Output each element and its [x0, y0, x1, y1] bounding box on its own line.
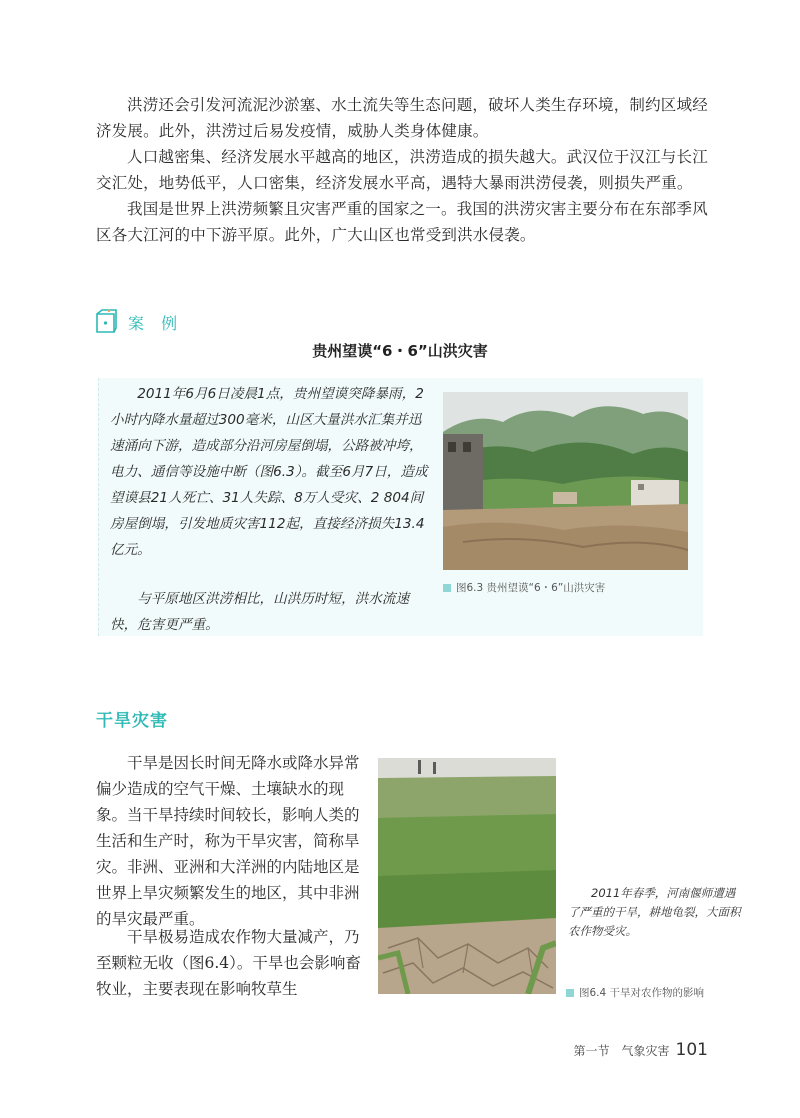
section-heading-drought: 干旱灾害: [96, 711, 168, 731]
case-title: 贵州望谟“6・6”山洪灾害: [312, 342, 488, 360]
case-text-1: 2011年6月6日凌晨1点，贵州望谟突降暴雨，2小时内降水量超过300毫米，山区大量洪水汇集并迅速涌向下游，造成部分沿河房屋倒塌，公路被冲垮，电力、通信等设施中断（图6.3）。截至6月7日，造成望谟县21人死亡、31人失踪、8万人受灾、2 804间房屋倒塌，引发地质灾害112起，直接经济损失13.4亿元。: [110, 386, 428, 558]
page-number: 101: [675, 1040, 708, 1060]
case-label: 案 例: [128, 313, 184, 333]
drought-photo: [378, 758, 556, 994]
flood-photo: [443, 392, 688, 570]
drought-side-caption: 2011年春季，河南偃师遭遇了严重的干旱，耕地龟裂，大面积农作物受灾。: [568, 886, 741, 938]
footer-section: 第一节 气象灾害: [573, 1044, 670, 1058]
figure-6-4-caption: [566, 985, 704, 1000]
case-header: [94, 306, 183, 338]
figure-6-4-caption-text: 图6.4 干旱对农作物的影响: [579, 987, 705, 999]
drought-paragraph-1: 干旱是因长时间无降水或降水异常偏少造成的空气干燥、土壤缺水的现象。当干旱持续时间较长，影响人类的生活和生产时，称为干旱灾害，简称旱灾。非洲、亚洲和大洋洲的内陆地区是世界上旱灾频繁发生的地区，其中非洲的旱灾最严重。: [96, 754, 360, 928]
drought-paragraph-2: 干旱极易造成农作物大量减产，乃至颗粒无收（图6.4）。干旱也会影响畜牧业，主要表现在影响牧草生: [96, 928, 361, 998]
case-book-icon: [94, 308, 120, 336]
intro-paragraph-1: 洪涝还会引发河流泥沙淤塞、水土流失等生态问题，破坏人类生存环境，制约区域经济发展。此外，洪涝过后易发疫情，威胁人类身体健康。: [96, 96, 708, 140]
intro-paragraph-2: 人口越密集、经济发展水平越高的地区，洪涝造成的损失越大。武汉位于汉江与长江交汇处，地势低平，人口密集，经济发展水平高，遇特大暴雨洪涝侵袭，则损失严重。: [96, 148, 708, 192]
intro-paragraph-3: 我国是世界上洪涝频繁且灾害严重的国家之一。我国的洪涝灾害主要分布在东部季风区各大江河的中下游平原。此外，广大山区也常受到洪水侵袭。: [96, 200, 708, 244]
caption-marker-icon: [566, 989, 574, 997]
caption-marker-icon: [443, 584, 451, 592]
figure-6-3-caption: [443, 580, 605, 595]
figure-6-3-caption-text: 图6.3 贵州望谟“6・6”山洪灾害: [456, 582, 606, 594]
case-text-2: 与平原地区洪涝相比，山洪历时短，洪水流速快，危害更严重。: [110, 591, 410, 633]
page-footer: [574, 1040, 708, 1060]
